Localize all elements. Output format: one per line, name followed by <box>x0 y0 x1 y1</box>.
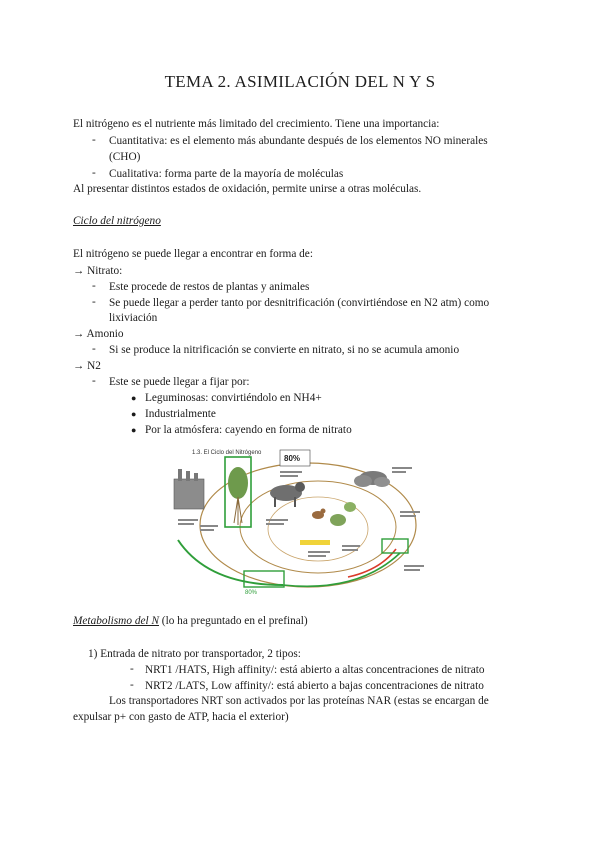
paragraph: Los transportadores NRT son activados por las proteínas NAR (estas se encargan de <box>109 695 489 707</box>
percent-label: 80% <box>284 454 301 463</box>
dash-bullet: - <box>92 296 96 308</box>
sub-list-item: Industrialmente <box>145 408 216 420</box>
list-item: Se puede llegar a perder tanto por desnitrificación (convirtiéndose en N2 atm) como <box>109 297 490 309</box>
round-bullet: ● <box>131 409 137 419</box>
dash-bullet: - <box>130 663 134 675</box>
subheading: → Nitrato: <box>73 265 123 277</box>
dash-bullet: - <box>92 375 96 387</box>
dash-bullet: - <box>92 167 96 179</box>
section-heading: Ciclo del nitrógeno <box>73 215 161 227</box>
list-item: NRT2 /LATS, Low affinity/: está abierto a bajas concentraciones de nitrato <box>145 680 484 692</box>
paragraph: El nitrógeno se puede llegar a encontrar en forma de: <box>73 248 313 260</box>
percent-label: 80% <box>245 590 258 595</box>
intro-line: El nitrógeno es el nutriente más limitado del crecimiento. Tiene una importancia: <box>73 118 440 130</box>
nitrogen-cycle-diagram <box>168 445 436 595</box>
list-item: lixiviación <box>109 312 158 324</box>
round-bullet: ● <box>131 393 137 403</box>
dash-bullet: - <box>92 134 96 146</box>
intro-line: Al presentar distintos estados de oxidación, permite unirse a otras moléculas. <box>73 183 422 195</box>
list-item: Este procede de restos de plantas y animales <box>109 281 310 293</box>
list-item: Este se puede llegar a fijar por: <box>109 376 250 388</box>
list-item: Cualitativa: forma parte de la mayoría de moléculas <box>109 168 344 180</box>
nitrogen-cycle-figure <box>168 445 436 595</box>
sub-list-item: Leguminosas: convirtiéndolo en NH4+ <box>145 392 322 404</box>
figure-title: 1.3. El Ciclo del Nitrógeno <box>192 450 262 456</box>
numbered-item: 1) Entrada de nitrato por transportador, 2 tipos: <box>88 648 301 660</box>
sub-list-item: Por la atmósfera: cayendo en forma de nitrato <box>145 424 352 436</box>
round-bullet: ● <box>131 425 137 435</box>
subheading: → N2 <box>73 360 101 372</box>
list-item: Cuantitativa: es el elemento más abundante después de los elementos NO minerales <box>109 135 488 147</box>
dash-bullet: - <box>92 280 96 292</box>
section-note: (lo ha preguntado en el prefinal) <box>158 615 308 627</box>
list-item: NRT1 /HATS, High affinity/: está abierto a altas concentraciones de nitrato <box>145 664 485 676</box>
dash-bullet: - <box>130 679 134 691</box>
subheading: → Amonio <box>73 328 124 340</box>
section-heading: Metabolismo del N <box>73 615 159 627</box>
paragraph: expulsar p+ con gasto de ATP, hacia el exterior) <box>73 711 289 723</box>
section-heading-line <box>73 614 308 629</box>
list-item: (CHO) <box>109 151 141 163</box>
dash-bullet: - <box>92 343 96 355</box>
list-item: Si se produce la nitrificación se convierte en nitrato, si no se acumula amonio <box>109 344 460 356</box>
page-title: TEMA 2. ASIMILACIÓN DEL N Y S <box>164 72 436 91</box>
